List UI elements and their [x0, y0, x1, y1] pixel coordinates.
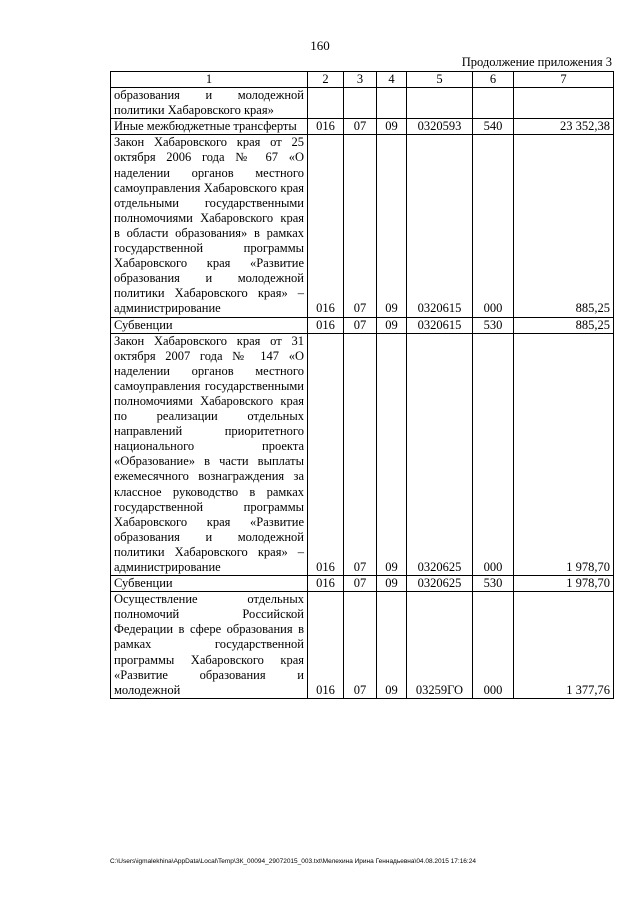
- amount: 1 377,76: [514, 592, 614, 699]
- column-header: 3: [344, 72, 377, 88]
- section-code: 07: [344, 333, 377, 576]
- ministry-code: [308, 88, 344, 119]
- table-row: [111, 88, 614, 119]
- section-code: 07: [344, 592, 377, 699]
- row-description: Иные межбюджетные трансферты: [111, 119, 308, 135]
- file-path-footer: C:\Users\igmalekhina\AppData\Local\Temp\ЗК_00094_29072015_003.txt\Мелехина Ирина Геннадьевна\04.08.2015 17:16:24: [110, 858, 476, 865]
- subsection-code: 09: [377, 119, 407, 135]
- expense-type-code: 530: [473, 576, 514, 592]
- section-code: 07: [344, 317, 377, 333]
- table-header-row: [111, 72, 614, 88]
- budget-table: [110, 71, 614, 699]
- amount: 23 352,38: [514, 119, 614, 135]
- expense-type-code: 530: [473, 317, 514, 333]
- ministry-code: 016: [308, 592, 344, 699]
- row-description: Осуществление отдельных полномочий Российской Федерации в сфере образования в рамках государственной программы Хабаровского края «Развитие образования и молодежной: [111, 592, 308, 699]
- column-header: 5: [407, 72, 473, 88]
- expense-type-code: 540: [473, 119, 514, 135]
- section-code: 07: [344, 119, 377, 135]
- column-header: 4: [377, 72, 407, 88]
- column-header: 7: [514, 72, 614, 88]
- subsection-code: 09: [377, 576, 407, 592]
- ministry-code: 016: [308, 317, 344, 333]
- ministry-code: 016: [308, 135, 344, 317]
- section-code: [344, 88, 377, 119]
- target-article-code: [407, 88, 473, 119]
- row-description: образования и молодежной политики Хабаровского края»: [111, 88, 308, 119]
- column-header: 1: [111, 72, 308, 88]
- expense-type-code: 000: [473, 333, 514, 576]
- subsection-code: 09: [377, 135, 407, 317]
- target-article-code: 0320615: [407, 135, 473, 317]
- page-number: 160: [310, 38, 330, 53]
- table-row: [111, 119, 614, 135]
- column-header: 2: [308, 72, 344, 88]
- table-row: [111, 333, 614, 576]
- ministry-code: 016: [308, 119, 344, 135]
- subsection-code: 09: [377, 317, 407, 333]
- section-code: 07: [344, 135, 377, 317]
- target-article-code: 0320593: [407, 119, 473, 135]
- subsection-code: 09: [377, 333, 407, 576]
- row-description: Субвенции: [111, 576, 308, 592]
- appendix-continuation-label: Продолжение приложения 3: [461, 55, 612, 69]
- ministry-code: 016: [308, 333, 344, 576]
- target-article-code: 0320625: [407, 333, 473, 576]
- expense-type-code: [473, 88, 514, 119]
- table-row: [111, 317, 614, 333]
- target-article-code: 03259ГО: [407, 592, 473, 699]
- row-description: Закон Хабаровского края от 25 октября 2006 года № 67 «О наделении органов местного самоуправления Хабаровского края отдельными государственными полномочиями Хабаровского края в области образования» в рамках государственной программы Хабаровского края «Развитие образования и молодежной политики Хабаровского края» – администрирование: [111, 135, 308, 317]
- amount: 885,25: [514, 135, 614, 317]
- target-article-code: 0320615: [407, 317, 473, 333]
- expense-type-code: 000: [473, 135, 514, 317]
- amount: 1 978,70: [514, 333, 614, 576]
- table-row: [111, 135, 614, 317]
- ministry-code: 016: [308, 576, 344, 592]
- subsection-code: [377, 88, 407, 119]
- target-article-code: 0320625: [407, 576, 473, 592]
- table-row: [111, 592, 614, 699]
- subsection-code: 09: [377, 592, 407, 699]
- amount: 1 978,70: [514, 576, 614, 592]
- row-description: Субвенции: [111, 317, 308, 333]
- table-row: [111, 576, 614, 592]
- expense-type-code: 000: [473, 592, 514, 699]
- amount: [514, 88, 614, 119]
- column-header: 6: [473, 72, 514, 88]
- amount: 885,25: [514, 317, 614, 333]
- section-code: 07: [344, 576, 377, 592]
- row-description: Закон Хабаровского края от 31 октября 2007 года № 147 «О наделении органов местного самоуправления государственными полномочиями Хабаровского края по реализации отдельных направлений приоритетного национального проекта «Образование» в части выплаты ежемесячного вознаграждения за классное руководство в рамках государственной программы Хабаровского края «Развитие образования и молодежной политики Хабаровского края» – администрирование: [111, 333, 308, 576]
